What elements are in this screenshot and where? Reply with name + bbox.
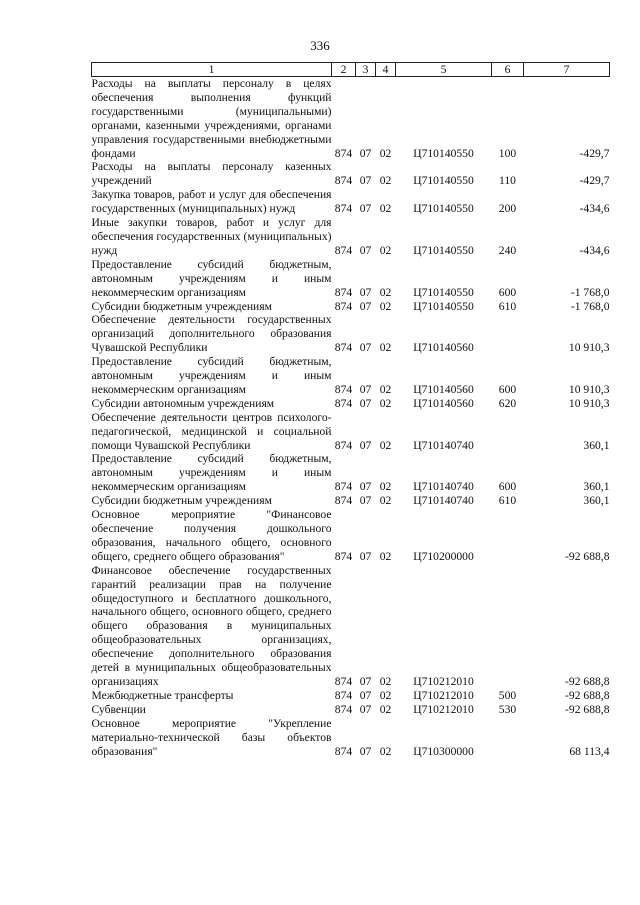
row-subsection: 02: [379, 243, 392, 257]
row-expense-type: 200: [498, 202, 517, 216]
row-name: Субсидии автономным учреждениям: [91, 396, 275, 410]
row-amount: -434,6: [579, 202, 610, 216]
row-expense-type: 620: [498, 396, 517, 410]
row-amount: 10 910,3: [568, 341, 610, 355]
row-target-article: Ц710212010: [413, 674, 474, 688]
row-subsection: 02: [379, 341, 392, 355]
row-admin-code: 874: [334, 480, 353, 494]
row-target-article: Ц710140740: [413, 480, 474, 494]
row-amount: 360,1: [583, 480, 610, 494]
row-target-article: Ц710140550: [413, 202, 474, 216]
table-row: [92, 160, 610, 188]
row-admin-code: 874: [334, 146, 353, 160]
row-name: Предоставление субсидий бюджетным, автономным учреждениям и иным некоммерческим организациям: [91, 257, 332, 299]
row-name: Обеспечение деятельности центров психолого-педагогической, медицинской и социальной помощи Чувашской Республики: [91, 410, 332, 452]
row-target-article: Ц710140550: [413, 285, 474, 299]
row-expense-type: 610: [498, 299, 517, 313]
row-section: 07: [359, 702, 372, 716]
header-col-4: 4: [376, 63, 396, 77]
row-expense-type: 600: [498, 382, 517, 396]
row-name: Расходы на выплаты персоналу в целях обеспечения выполнения функций государственными (муниципальными) органами, казенными учреждениями, органами управления государственными внебюджетными фондами: [91, 77, 332, 160]
header-col-1: 1: [92, 63, 332, 77]
header-row: [92, 63, 610, 77]
row-subsection: 02: [379, 396, 392, 410]
row-amount: 68 113,4: [569, 744, 610, 758]
row-admin-code: 874: [334, 494, 353, 508]
row-amount: -1 768,0: [570, 285, 610, 299]
row-section: 07: [359, 299, 372, 313]
row-amount: 10 910,3: [568, 382, 610, 396]
row-expense-type: [492, 411, 524, 453]
row-name: Предоставление субсидий бюджетным, автономным учреждениям и иным некоммерческим организациям: [91, 355, 332, 396]
row-expense-type: [492, 717, 524, 759]
table-row: [92, 717, 610, 759]
table-row: [92, 564, 610, 689]
table-row: [92, 77, 610, 161]
row-admin-code: 874: [334, 299, 353, 313]
row-section: 07: [359, 243, 372, 257]
row-target-article: Ц710140740: [413, 438, 474, 452]
row-admin-code: 874: [334, 174, 353, 188]
row-name: Обеспечение деятельности государственных организаций дополнительного образования Чувашской Республики: [91, 313, 332, 355]
table-row: [92, 313, 610, 355]
row-name: Расходы на выплаты персоналу казенных учреждений: [91, 160, 332, 188]
row-target-article: Ц710140560: [413, 382, 474, 396]
row-amount: -92 688,8: [565, 549, 610, 563]
row-admin-code: 874: [334, 674, 353, 688]
row-subsection: 02: [379, 688, 392, 702]
row-name: Субвенции: [91, 702, 146, 716]
row-name: Основное мероприятие "Финансовое обеспечение получения дошкольного образования, начального общего, основного общего, среднего общего образования": [91, 508, 332, 563]
row-target-article: Ц710200000: [413, 549, 474, 563]
row-section: 07: [359, 341, 372, 355]
header-col-7: 7: [524, 63, 610, 77]
row-amount: 360,1: [583, 494, 610, 508]
row-subsection: 02: [379, 549, 392, 563]
row-admin-code: 874: [334, 438, 353, 452]
row-admin-code: 874: [334, 341, 353, 355]
table-row: [92, 494, 610, 508]
page-number: 336: [310, 38, 330, 53]
row-amount: -1 768,0: [570, 299, 610, 313]
row-subsection: 02: [379, 202, 392, 216]
row-admin-code: 874: [334, 396, 353, 410]
row-name: Субсидии бюджетным учреждениям: [91, 299, 272, 313]
row-admin-code: 874: [334, 202, 353, 216]
row-name: Субсидии бюджетным учреждениям: [91, 494, 272, 508]
row-subsection: 02: [379, 438, 392, 452]
row-section: 07: [359, 382, 372, 396]
row-section: 07: [359, 549, 372, 563]
row-section: 07: [359, 146, 372, 160]
row-subsection: 02: [379, 480, 392, 494]
row-section: 07: [359, 285, 372, 299]
row-expense-type: 110: [499, 174, 516, 188]
row-target-article: Ц710140550: [413, 299, 474, 313]
row-amount: -434,6: [579, 243, 610, 257]
header-col-6: 6: [492, 63, 524, 77]
table-row: [92, 216, 610, 258]
row-name: Предоставление субсидий бюджетным, автономным учреждениям и иным некоммерческим организациям: [91, 452, 332, 494]
row-expense-type: 530: [498, 702, 517, 716]
table-row: [92, 452, 610, 494]
row-subsection: 02: [379, 285, 392, 299]
row-section: 07: [359, 174, 372, 188]
table-row: [92, 411, 610, 453]
table-row: [92, 508, 610, 564]
row-subsection: 02: [379, 146, 392, 160]
row-expense-type: 500: [498, 688, 517, 702]
row-section: 07: [359, 480, 372, 494]
row-name: Межбюджетные трансферты: [91, 688, 234, 702]
table-row: [92, 188, 610, 216]
row-subsection: 02: [379, 702, 392, 716]
table-row: [92, 703, 610, 717]
row-amount: -92 688,8: [565, 688, 610, 702]
row-amount: 10 910,3: [568, 396, 610, 410]
row-expense-type: 610: [498, 494, 517, 508]
row-section: 07: [359, 744, 372, 758]
row-subsection: 02: [379, 299, 392, 313]
table-row: [92, 258, 610, 300]
row-name: Основное мероприятие "Укрепление материально-технической базы объектов образования": [91, 716, 332, 758]
row-subsection: 02: [379, 174, 392, 188]
row-target-article: Ц710300000: [413, 744, 474, 758]
row-expense-type: 100: [498, 146, 517, 160]
row-target-article: Ц710212010: [413, 702, 474, 716]
row-name: Иные закупки товаров, работ и услуг для обеспечения государственных (муниципальных) нужд: [91, 216, 332, 257]
row-target-article: Ц710140560: [413, 396, 474, 410]
row-expense-type: [492, 313, 524, 355]
table-row: [92, 689, 610, 703]
header-col-3: 3: [356, 63, 376, 77]
row-target-article: Ц710140740: [413, 494, 474, 508]
row-expense-type: 600: [498, 480, 517, 494]
row-admin-code: 874: [334, 688, 353, 702]
row-admin-code: 874: [334, 702, 353, 716]
table-row: [92, 355, 610, 397]
row-expense-type: [492, 508, 524, 564]
row-admin-code: 874: [334, 549, 353, 563]
row-expense-type: 240: [498, 243, 517, 257]
row-amount: 360,1: [583, 438, 610, 452]
row-section: 07: [359, 438, 372, 452]
table-row: [92, 300, 610, 314]
row-target-article: Ц710140550: [413, 146, 474, 160]
row-admin-code: 874: [334, 243, 353, 257]
row-subsection: 02: [379, 382, 392, 396]
row-name: Финансовое обеспечение государственных гарантий реализации прав на получение общедоступного и бесплатного дошкольного, начального общего, основного общего, среднего общего образования в муниципальных общеобразовательных организациях, обеспечение дополнительного образования детей в муниципальных общеобразовательных организациях: [91, 563, 332, 688]
row-subsection: 02: [379, 744, 392, 758]
budget-table: [91, 62, 610, 758]
row-admin-code: 874: [334, 285, 353, 299]
row-amount: -429,7: [579, 146, 610, 160]
header-col-5: 5: [396, 63, 492, 77]
row-expense-type: [492, 564, 524, 689]
row-expense-type: 600: [498, 285, 517, 299]
row-amount: -92 688,8: [565, 702, 610, 716]
header-col-2: 2: [332, 63, 356, 77]
row-section: 07: [359, 494, 372, 508]
row-amount: -92 688,8: [565, 674, 610, 688]
row-admin-code: 874: [334, 744, 353, 758]
row-subsection: 02: [379, 494, 392, 508]
row-target-article: Ц710140550: [413, 174, 474, 188]
row-section: 07: [359, 688, 372, 702]
row-target-article: Ц710212010: [413, 688, 474, 702]
row-admin-code: 874: [334, 382, 353, 396]
row-name: Закупка товаров, работ и услуг для обеспечения государственных (муниципальных) нужд: [91, 188, 332, 216]
row-amount: -429,7: [579, 174, 610, 188]
row-target-article: Ц710140550: [413, 243, 474, 257]
table-body: [92, 77, 610, 759]
table-row: [92, 397, 610, 411]
row-section: 07: [359, 396, 372, 410]
row-section: 07: [359, 202, 372, 216]
row-subsection: 02: [379, 674, 392, 688]
row-target-article: Ц710140560: [413, 341, 474, 355]
row-section: 07: [359, 674, 372, 688]
